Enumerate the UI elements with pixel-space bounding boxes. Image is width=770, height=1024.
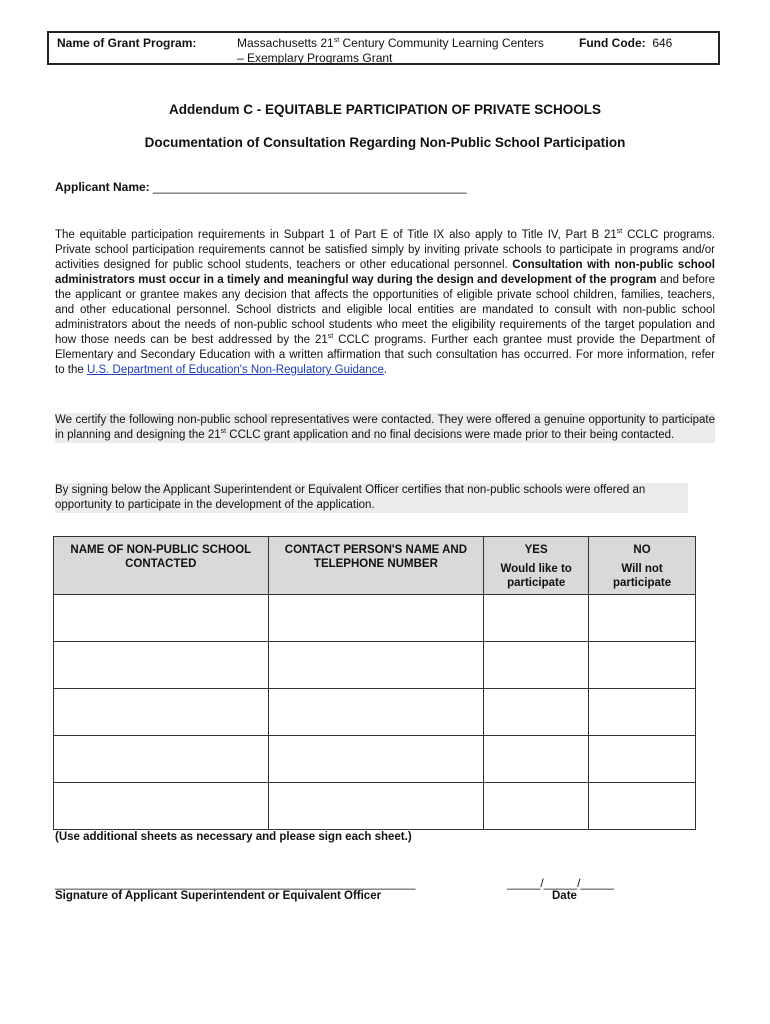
table-header-row: [54, 537, 696, 595]
document-subtitle: Documentation of Consultation Regarding Non-Public School Participation: [144, 135, 626, 150]
table-row: [54, 595, 696, 642]
certification-paragraph: We certify the following non-public school representatives were contacted. They were offered a genuine opportunity to participate in planning and designing the 21st CCLC grant application and no final decisions were made prior to their being contacted.: [55, 414, 715, 441]
yes-cell[interactable]: [484, 736, 589, 783]
no-cell[interactable]: [589, 595, 696, 642]
document-title: Addendum C - EQUITABLE PARTICIPATION OF PRIVATE SCHOOLS: [169, 102, 601, 117]
school-name-cell[interactable]: [54, 783, 269, 830]
contact-person-cell[interactable]: [268, 736, 484, 783]
col-yes-header: YES Would like to participate: [484, 537, 589, 595]
table-row: [54, 642, 696, 689]
contacts-table: [53, 536, 696, 830]
col-school-name-header: NAME OF NON-PUBLIC SCHOOL CONTACTED: [54, 537, 269, 595]
grant-program-label: Name of Grant Program:: [57, 36, 197, 50]
date-line[interactable]: _____/_____/_____: [507, 876, 614, 890]
signature-line[interactable]: ______________________________________________________: [55, 876, 416, 890]
yes-cell[interactable]: [484, 783, 589, 830]
contact-person-cell[interactable]: [268, 689, 484, 736]
contact-person-cell[interactable]: [268, 783, 484, 830]
table-row: [54, 736, 696, 783]
signing-paragraph: By signing below the Applicant Superintendent or Equivalent Officer certifies that non-public schools were offered an opportunity to participate in the development of the application.: [55, 483, 688, 513]
school-name-cell[interactable]: [54, 642, 269, 689]
yes-cell[interactable]: [484, 595, 589, 642]
fund-code: Fund Code: 646: [579, 36, 673, 50]
no-cell[interactable]: [589, 783, 696, 830]
applicant-name-field[interactable]: Applicant Name: _______________________________________________: [55, 180, 467, 194]
signature-label: Signature of Applicant Superintendent or Equivalent Officer: [55, 890, 382, 902]
date-label: Date: [552, 890, 577, 902]
no-cell[interactable]: [589, 642, 696, 689]
yes-cell[interactable]: [484, 642, 589, 689]
no-cell[interactable]: [589, 689, 696, 736]
school-name-cell[interactable]: [54, 689, 269, 736]
contact-person-cell[interactable]: [268, 642, 484, 689]
yes-cell[interactable]: [484, 689, 589, 736]
equitable-participation-paragraph: The equitable participation requirements in Subpart 1 of Part E of Title IX also apply to Title IV, Part B 21st CCLC programs. Private school participation requirements cannot be satisfied simply by inviting private schools to participate in programs and/or activities designed for public school students, teachers or other educational personnel. Consultation with non-public school administrators must occur in a timely and meaningful way during the design and development of the program and before the applicant or grantee makes any decision that affects the opportunities of eligible private school children, families, teachers, and other educational personnel. School districts and eligible local entities are mandated to consult with non-public school administrators about the needs of non-public school students who meet the eligibility requirements of the target population and how those needs can be best addressed by the 21st CCLC programs. Further each grantee must provide the Department of Elementary and Secondary Education with a written affirmation that such consultation has occurred. For more information, refer to the U.S. Department of Education's Non-Regulatory Guidance.: [55, 228, 716, 376]
col-no-header: NO Will not participate: [589, 537, 696, 595]
grant-header-box: [47, 31, 720, 65]
no-cell[interactable]: [589, 736, 696, 783]
table-row: [54, 783, 696, 830]
contact-person-cell[interactable]: [268, 595, 484, 642]
additional-sheets-note: (Use additional sheets as necessary and please sign each sheet.): [55, 831, 412, 843]
col-contact-person-header: CONTACT PERSON'S NAME AND TELEPHONE NUMBER: [268, 537, 484, 595]
school-name-cell[interactable]: [54, 736, 269, 783]
table-row: [54, 689, 696, 736]
non-regulatory-guidance-link[interactable]: U.S. Department of Education's Non-Regulatory Guidance: [86, 364, 384, 376]
grant-program-name: Massachusetts 21st Century Community Learning Centers – Exemplary Programs Grant: [237, 36, 544, 65]
school-name-cell[interactable]: [54, 595, 269, 642]
